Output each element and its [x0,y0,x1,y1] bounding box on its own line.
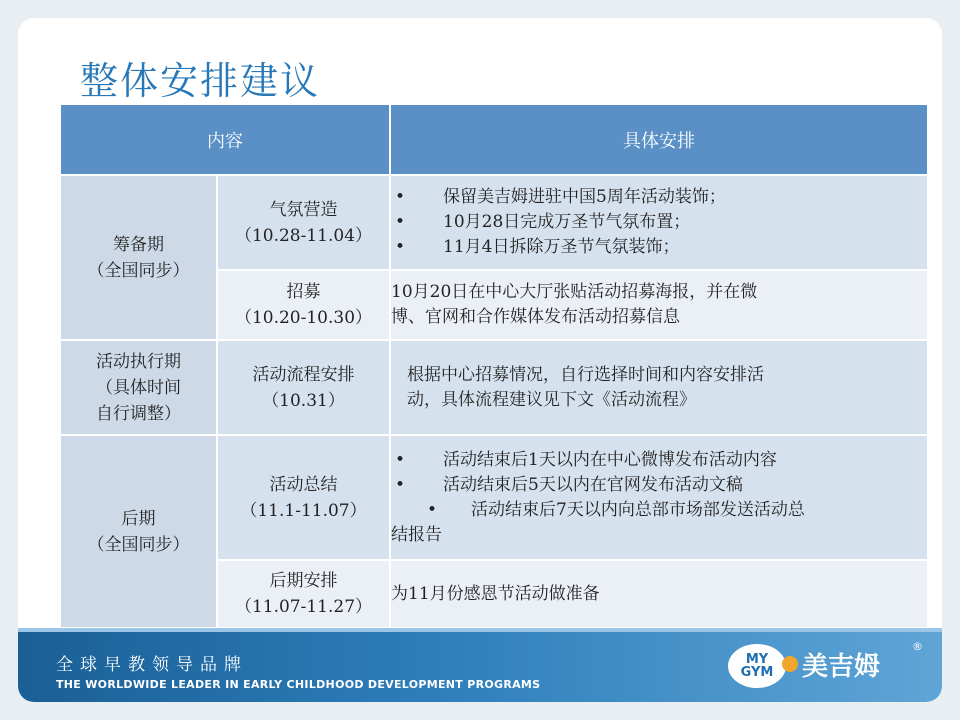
table-row [60,175,928,270]
detail-cell [390,340,928,435]
logo-badge-top: MY [745,652,769,667]
bullet-text: 11月4日拆除万圣节气氛装饰； [443,237,680,257]
phase-name-line: （具体时间 [96,377,181,398]
sub-item-date: （10.28-11.04） [234,225,373,246]
sub-item-name: 招募 [286,282,321,302]
logo-mascot-icon [782,656,798,672]
footer-banner [18,628,942,702]
list-item [391,473,927,498]
phase-name-line: （全国同步） [87,534,190,555]
footer-divider [18,628,942,632]
logo-text: 美吉姆 [802,652,881,682]
bullet-icon: • [395,187,406,207]
sub-item-cell [217,340,390,435]
detail-cell [390,560,928,628]
sub-item-cell [217,560,390,628]
table-header-row [60,104,928,175]
phase-cell [60,175,217,340]
detail-line: 博、官网和合作媒体发布活动招募信息 [391,307,680,327]
sub-item-cell [217,270,390,340]
arrangement-table [59,103,929,629]
bullet-text: 10月28日完成万圣节气氛布置； [443,212,691,232]
bullet-text: 保留美吉姆进驻中国5周年活动装饰； [443,187,726,207]
phase-name-line: 自行调整） [96,403,181,424]
footer-slogan-cn: 全球早教领导品牌 [56,655,248,675]
sub-item-cell [217,435,390,560]
page-title: 整体安排建议 [80,59,321,103]
bullet-icon: • [427,499,438,520]
table-row [60,435,928,560]
footer-slogan-en: THE WORLDWIDE LEADER IN EARLY CHILDHOOD DEVELOPMENT PROGRAMS [56,678,541,691]
bullet-icon: • [395,449,406,470]
bullet-icon: • [395,474,406,495]
list-item [391,185,927,210]
sub-item-name: 气氛营造 [269,199,338,220]
header-content: 内容 [60,104,390,175]
detail-line: 10月20日在中心大厅张贴活动招募海报，并在微 [391,282,758,302]
phase-name-line: 筹备期 [113,234,164,255]
logo-badge-icon [728,644,786,688]
sub-item-name: 活动流程安排 [252,364,355,385]
sub-item-cell [217,175,390,270]
sub-item-date: （10.20-10.30） [234,308,373,328]
list-item [391,210,927,235]
registered-mark: ® [912,640,923,653]
detail-line: 为11月份感恩节活动做准备 [391,583,600,604]
slide [18,18,942,702]
phase-name-line: 后期 [121,508,156,529]
phase-name-line: 活动执行期 [96,351,181,372]
sub-item-name: 后期安排 [269,571,338,591]
header-arrangement: 具体安排 [390,104,928,175]
phase-cell [60,340,217,435]
list-item [391,448,927,473]
sub-item-name: 活动总结 [269,474,338,495]
logo-badge-bottom: GYM [740,665,774,680]
detail-cell [390,270,928,340]
bullet-icon: • [395,212,406,232]
bullet-icon: • [395,237,406,257]
list-item [391,498,927,523]
detail-line: 根据中心招募情况，自行选择时间和内容安排活 [407,364,764,385]
bullet-text: 活动结束后5天以内在官网发布活动文稿 [443,474,743,495]
detail-line: 动，具体流程建议见下文《活动流程》 [407,389,696,410]
detail-line: 结报告 [391,524,442,545]
brand-logo [724,634,924,698]
sub-item-date: （10.31） [262,390,345,411]
detail-cell [390,435,928,560]
bullet-text: 活动结束后1天以内在中心微博发布活动内容 [443,449,777,470]
sub-item-date: （11.1-11.07） [240,500,367,521]
phase-cell [60,435,217,628]
list-item [391,235,927,260]
bullet-text: 活动结束后7天以内向总部市场部发送活动总 [471,499,805,520]
phase-name-line: （全国同步） [87,260,190,281]
detail-cell [390,175,928,270]
sub-item-date: （11.07-11.27） [234,597,373,617]
table-row [60,340,928,435]
